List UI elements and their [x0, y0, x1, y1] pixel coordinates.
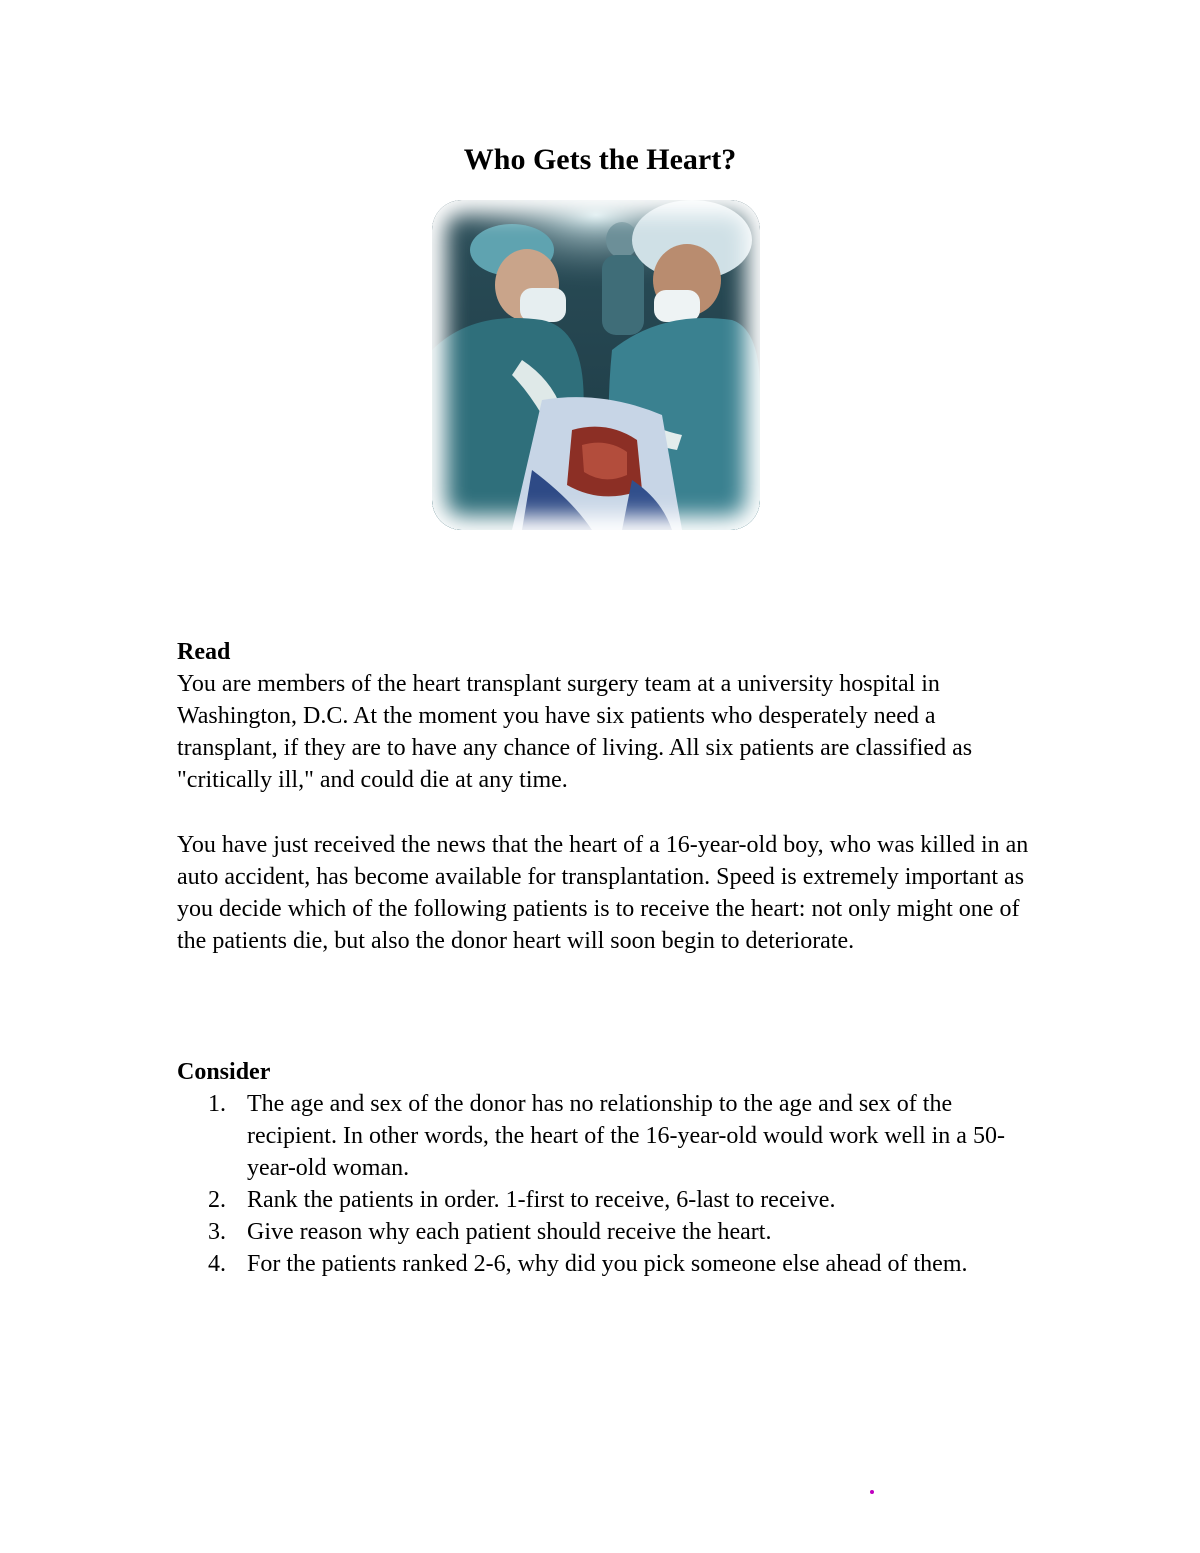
- read-paragraph-2: You have just received the news that the heart of a 16-year-old boy, who was killed in an auto accident, has become available for transplantation. Speed is extremely important as you decide which of the following patients is to receive the heart: not only might one of the patients die, but also the donor heart will soon begin to deteriorate.: [177, 832, 1029, 954]
- list-item-text: Give reason why each patient should receive the heart.: [247, 1219, 772, 1245]
- list-item: [177, 1184, 1037, 1216]
- list-item-number: 4.: [208, 1251, 226, 1277]
- list-item-text: The age and sex of the donor has no relationship to the age and sex of the recipient. In other words, the heart of the 16-year-old would work well in a 50-year-old woman.: [247, 1091, 1005, 1181]
- page-title: Who Gets the Heart?: [463, 143, 737, 176]
- consider-section: [177, 1056, 1037, 1280]
- list-item-text: For the patients ranked 2-6, why did you pick someone else ahead of them.: [247, 1251, 968, 1277]
- surgery-photo: [432, 200, 760, 530]
- read-heading: Read: [177, 639, 231, 665]
- list-item: [177, 1088, 1037, 1184]
- read-section: [177, 636, 1037, 796]
- consider-list: [177, 1088, 1037, 1280]
- list-item-number: 1.: [208, 1091, 226, 1117]
- consider-heading: Consider: [177, 1059, 271, 1085]
- read-section-2: [177, 829, 1037, 957]
- read-paragraph-1: You are members of the heart transplant surgery team at a university hospital in Washington, D.C. At the moment you have six patients who desperately need a transplant, if they are to have any chance of living. All six patients are classified as "critically ill," and could die at any time.: [177, 671, 973, 793]
- footer-mark: [870, 1490, 874, 1494]
- list-item-text: Rank the patients in order. 1-first to receive, 6-last to receive.: [247, 1187, 836, 1213]
- list-item: [177, 1216, 1037, 1248]
- list-item-number: 3.: [208, 1219, 226, 1245]
- list-item-number: 2.: [208, 1187, 226, 1213]
- list-item: [177, 1248, 1037, 1280]
